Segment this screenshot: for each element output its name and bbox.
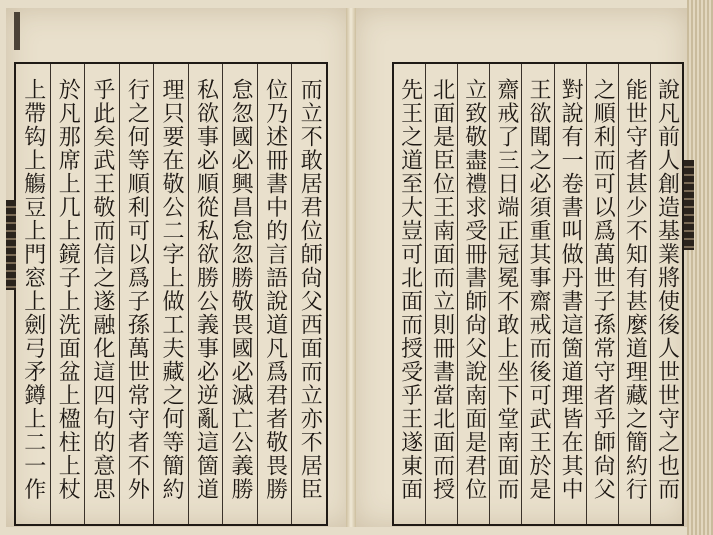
column-text: 位乃述冊書中的言語說道凡爲君者敬畏勝: [262, 78, 288, 501]
column-text: 上帶钩上觴豆上門窓上劍弓矛鐏上二一作: [20, 78, 46, 501]
column-text: 立致敬盡禮求受冊書師尙父說南面是君位: [461, 78, 487, 501]
text-column: [650, 64, 682, 524]
column-text: 而立不敢居君位師尙父西面而立亦不居臣: [297, 78, 323, 501]
column-text: 乎此矣武王敬而信之遂融化這四句的意思: [89, 78, 115, 501]
margin-mark: [14, 12, 20, 50]
text-column: [586, 64, 618, 524]
column-text: 齋戒了三日端正冠冕不敢上坐下堂南面而: [493, 78, 519, 501]
text-column: [16, 64, 50, 524]
column-text: 私欲事必順從私欲勝公義事必逆亂這箇道: [193, 78, 219, 501]
column-text: 先王之道至大豈可北面而授受乎王遂東面: [397, 78, 423, 501]
page-edge-stack: [687, 0, 713, 535]
column-text: 之順利而可以爲萬世子孫常守者乎師尙父: [590, 78, 616, 501]
text-column: [188, 64, 223, 524]
text-column: [50, 64, 85, 524]
text-column: [222, 64, 257, 524]
left-text-frame: [14, 62, 328, 526]
text-column: [119, 64, 154, 524]
text-column: [618, 64, 650, 524]
text-column: [84, 64, 119, 524]
column-text: 怠忽國必興昌怠忽勝敬畏國必滅亡公義勝: [228, 78, 254, 501]
column-text: 王欲聞之必須重其事齋戒而後可武王於是: [526, 78, 551, 501]
text-column: [425, 64, 457, 524]
text-column: [554, 64, 586, 524]
text-column: [291, 64, 326, 524]
column-text: 說凡前人創造基業將使後人世世守之也而: [654, 78, 680, 501]
column-text: 對說有一卷書叫做丹書這箇道理皆在其中: [558, 78, 584, 501]
fish-tail-mark-right: [684, 160, 694, 250]
text-column: [521, 64, 553, 524]
column-text: 北面是臣位王南面而立則冊書當北面而授: [429, 78, 455, 501]
text-column: [457, 64, 489, 524]
text-column: [153, 64, 188, 524]
text-column: [257, 64, 292, 524]
column-text: 行之何等順利可以爲子孫萬世常守者不外: [124, 78, 150, 501]
column-text: 能世守者甚少不知有甚麼道理藏之簡約行: [622, 78, 648, 501]
fish-tail-mark-left: [6, 200, 16, 290]
right-text-frame: [392, 62, 684, 526]
book-gutter: [346, 8, 356, 527]
text-column: [394, 64, 425, 524]
column-text: 於凡那席上几上鏡子上洗面盆上楹柱上杖: [55, 78, 81, 501]
text-column: [489, 64, 521, 524]
column-text: 理只要在敬公二字上做工夫藏之何等簡約: [158, 78, 184, 501]
